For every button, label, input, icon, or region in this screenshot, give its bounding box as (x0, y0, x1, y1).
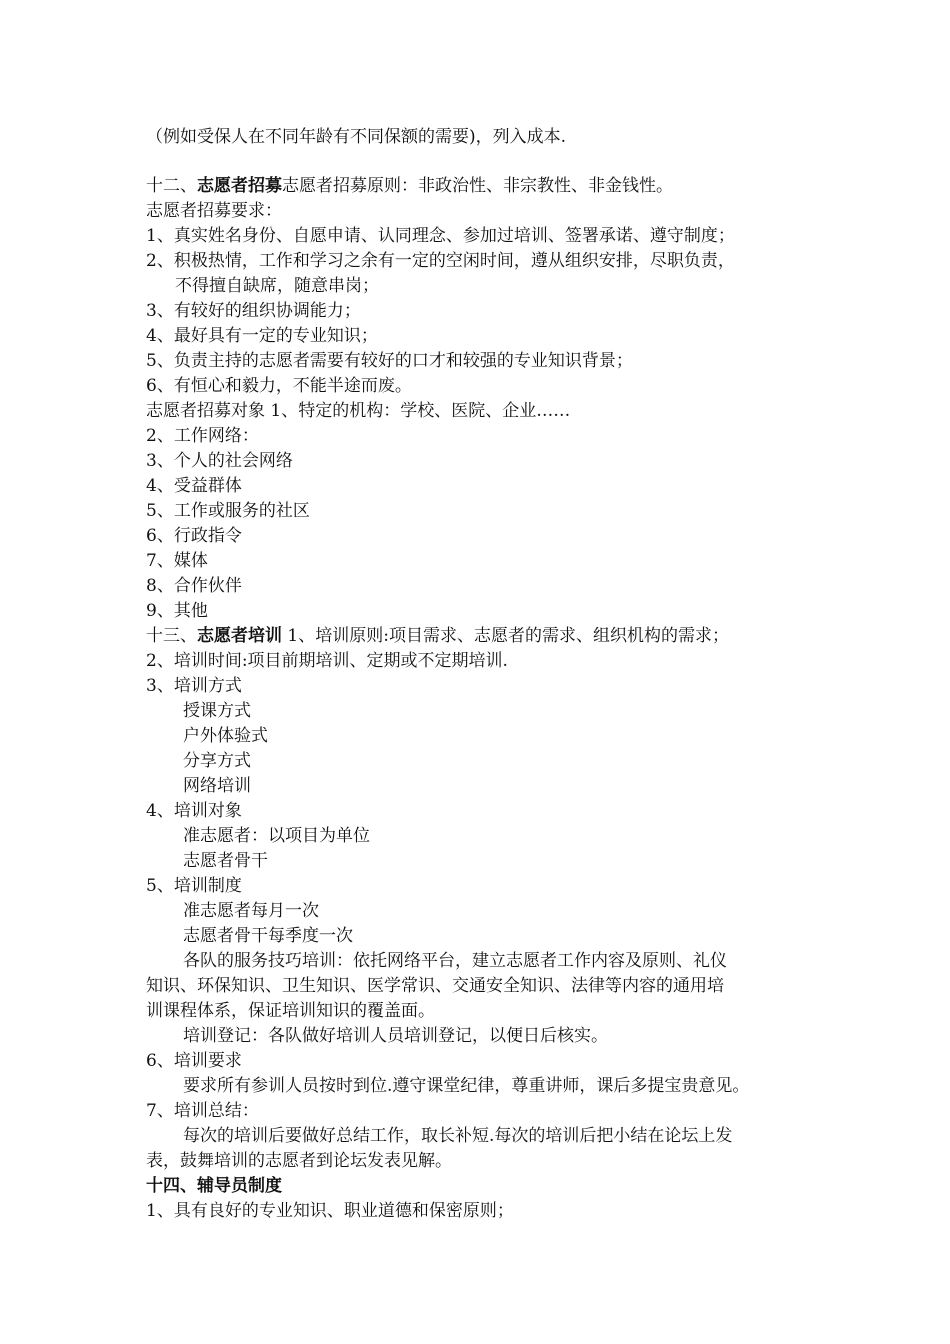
sub-item: 准志愿者：以项目为单位 (183, 826, 370, 846)
list-item: 5、工作或服务的社区 (146, 501, 310, 521)
list-item: 3、有较好的组织协调能力； (146, 301, 361, 321)
list-item: 1、具有良好的专业知识、职业道德和保密原则； (146, 1201, 514, 1221)
text-line: 志愿者招募对象 1、特定的机构：学校、医院、企业…… (146, 401, 571, 421)
list-item: 4、受益群体 (146, 476, 242, 496)
text-line: 不得擅自缺席，随意串岗； (175, 276, 379, 296)
paragraph-line: 表，鼓舞培训的志愿者到论坛发表见解。 (146, 1151, 452, 1171)
section-number: 十三、 (146, 626, 197, 646)
list-item: 8、合作伙伴 (146, 576, 242, 596)
list-item: 4、最好具有一定的专业知识； (146, 326, 378, 346)
paragraph-line: 训课程体系，保证培训知识的覆盖面。 (146, 1001, 435, 1021)
section-number: 十二、 (146, 176, 197, 196)
list-item: 3、培训方式 (146, 676, 242, 696)
list-item: 5、培训制度 (146, 876, 242, 896)
list-item: 7、培训总结： (146, 1101, 259, 1121)
sub-item: 分享方式 (183, 751, 251, 771)
list-item: 6、行政指令 (146, 526, 242, 546)
sub-item: 授课方式 (183, 701, 251, 721)
text-line: 志愿者招募要求： (146, 201, 282, 221)
sub-item: 志愿者骨干 (183, 851, 268, 871)
list-item: 1、真实姓名身份、自愿申请、认同理念、参加过培训、签署承诺、遵守制度； (146, 226, 735, 246)
paragraph-line: 培训登记：各队做好培训人员培训登记，以便日后核实。 (183, 1026, 608, 1046)
list-item: 9、其他 (146, 601, 208, 621)
text-line: 志愿者招募原则：非政治性、非宗教性、非金钱性。 (282, 176, 673, 196)
paragraph-line: 每次的培训后要做好总结工作，取长补短.每次的培训后把小结在论坛上发 (183, 1126, 733, 1146)
list-item: 2、工作网络： (146, 426, 259, 446)
paragraph-line: 知识、环保知识、卫生知识、医学常识、交通安全知识、法律等内容的通用培 (146, 976, 724, 996)
paragraph-line: 各队的服务技巧培训：依托网络平台，建立志愿者工作内容及原则、礼仪 (183, 951, 727, 971)
section-12-heading (146, 174, 673, 199)
list-item: 6、培训要求 (146, 1051, 242, 1071)
list-item: 6、有恒心和毅力，不能半途而废。 (146, 376, 412, 396)
section-14-heading: 十四、辅导员制度 (146, 1176, 282, 1196)
sub-item: 准志愿者每月一次 (183, 901, 319, 921)
sub-item: 志愿者骨干每季度一次 (183, 926, 353, 946)
list-item: 7、媒体 (146, 551, 208, 571)
section-title: 志愿者培训 (197, 626, 282, 646)
text-line: （例如受保人在不同年龄有不同保额的需要)，列入成本. (146, 127, 567, 147)
text-line: 1、培训原则:项目需求、志愿者的需求、组织机构的需求； (282, 626, 729, 646)
section-13-heading (146, 624, 729, 649)
list-item: 4、培训对象 (146, 801, 242, 821)
sub-item: 网络培训 (183, 776, 251, 796)
list-item: 3、个人的社会网络 (146, 451, 293, 471)
list-item: 2、积极热情，工作和学习之余有一定的空闲时间，遵从组织安排，尽职负责， (146, 251, 735, 271)
paragraph-line: 要求所有参训人员按时到位.遵守课堂纪律，尊重讲师，课后多提宝贵意见。 (183, 1076, 750, 1096)
section-title: 志愿者招募 (197, 176, 282, 196)
list-item: 2、培训时间:项目前期培训、定期或不定期培训. (146, 651, 508, 671)
sub-item: 户外体验式 (183, 726, 268, 746)
list-item: 5、负责主持的志愿者需要有较好的口才和较强的专业知识背景； (146, 351, 633, 371)
